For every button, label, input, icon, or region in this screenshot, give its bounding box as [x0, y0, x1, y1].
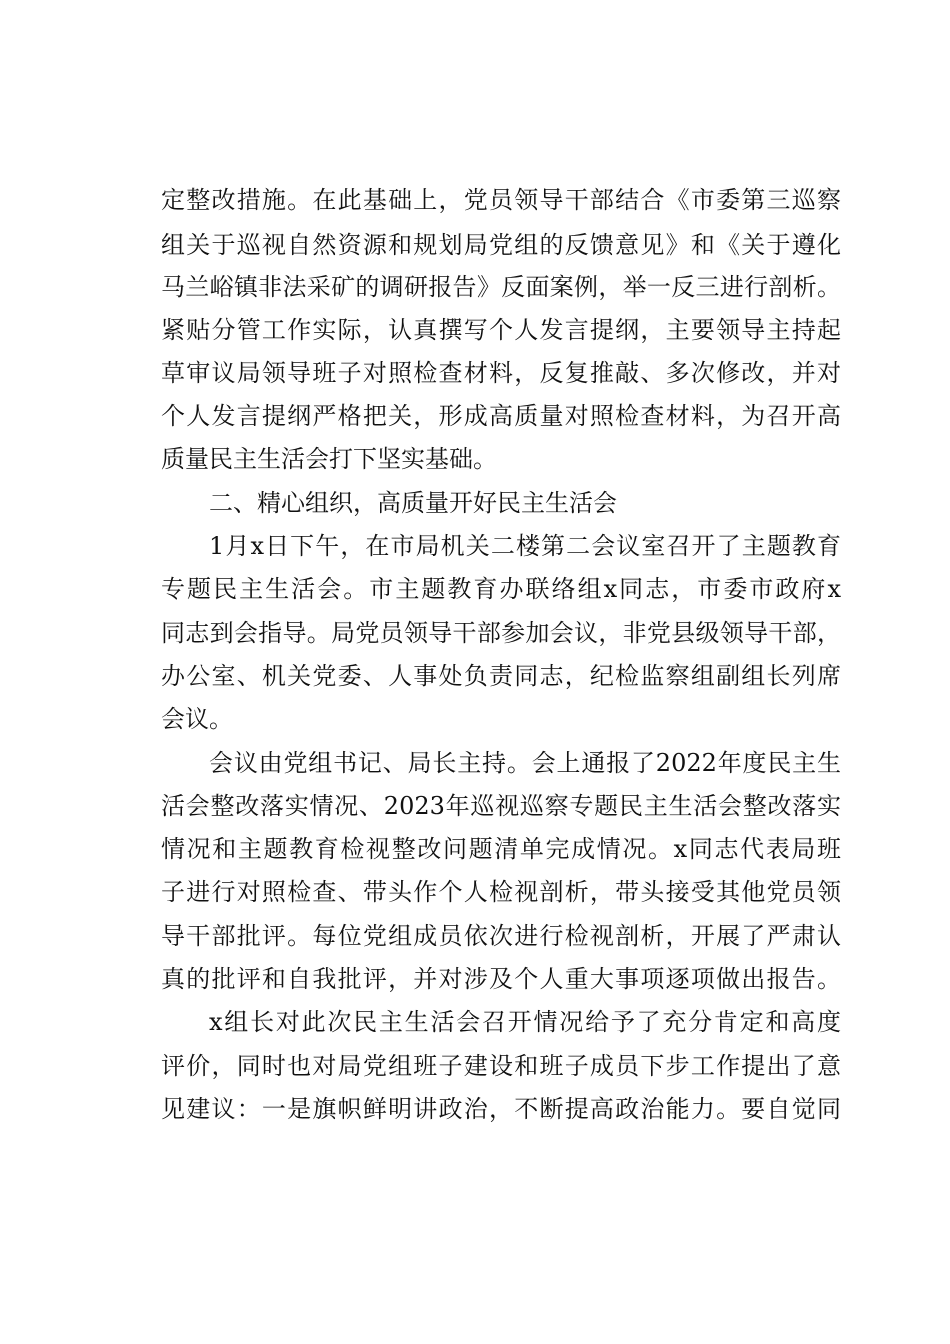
paragraph-line: 个人发言提纲严格把关，形成高质量对照检查材料，为召开高 — [161, 402, 841, 430]
paragraph-line: 导干部批评。每位党组成员依次进行检视剖析，开展了严肃认 — [161, 922, 841, 950]
paragraph-line: 组关于巡视自然资源和规划局党组的反馈意见》和《关于遵化 — [161, 231, 841, 259]
paragraph-line: 1月x日下午，在市局机关二楼第二会议室召开了主题教育 — [209, 532, 841, 560]
paragraph-line: 马兰峪镇非法采矿的调研报告》反面案例，举一反三进行剖析。 — [161, 273, 841, 301]
paragraph-line: 活会整改落实情况、2023年巡视巡察专题民主生活会整改落实 — [161, 792, 841, 820]
paragraph-line: 会议由党组书记、局长主持。会上通报了2022年度民主生 — [209, 749, 841, 777]
paragraph-line: x组长对此次民主生活会召开情况给予了充分肯定和高度 — [209, 1008, 841, 1036]
paragraph-line: 办公室、机关党委、人事处负责同志，纪检监察组副组长列席 — [161, 662, 841, 690]
paragraph-line: 草审议局领导班子对照检查材料，反复推敲、多次修改，并对 — [161, 359, 841, 387]
paragraph-line: 子进行对照检查、带头作个人检视剖析，带头接受其他党员领 — [161, 878, 841, 906]
paragraph-line: 同志到会指导。局党员领导干部参加会议，非党县级领导干部， — [161, 619, 841, 647]
paragraph-line: 紧贴分管工作实际，认真撰写个人发言提纲，主要领导主持起 — [161, 316, 841, 344]
paragraph-line: 定整改措施。在此基础上，党员领导干部结合《市委第三巡察 — [161, 186, 841, 214]
paragraph-line: 专题民主生活会。市主题教育办联络组x同志，市委市政府x — [161, 575, 841, 603]
paragraph-line: 真的批评和自我批评，并对涉及个人重大事项逐项做出报告。 — [161, 965, 841, 993]
paragraph-line: 评价，同时也对局党组班子建设和班子成员下步工作提出了意 — [161, 1052, 841, 1080]
paragraph-line: 情况和主题教育检视整改问题清单完成情况。x同志代表局班 — [161, 835, 841, 863]
paragraph-line: 质量民主生活会打下坚实基础。 — [161, 445, 497, 473]
paragraph-line: 见建议：一是旗帜鲜明讲政治，不断提高政治能力。要自觉同 — [161, 1095, 841, 1123]
section-heading: 二、精心组织，高质量开好民主生活会 — [209, 489, 617, 517]
paragraph-line: 会议。 — [161, 705, 233, 733]
